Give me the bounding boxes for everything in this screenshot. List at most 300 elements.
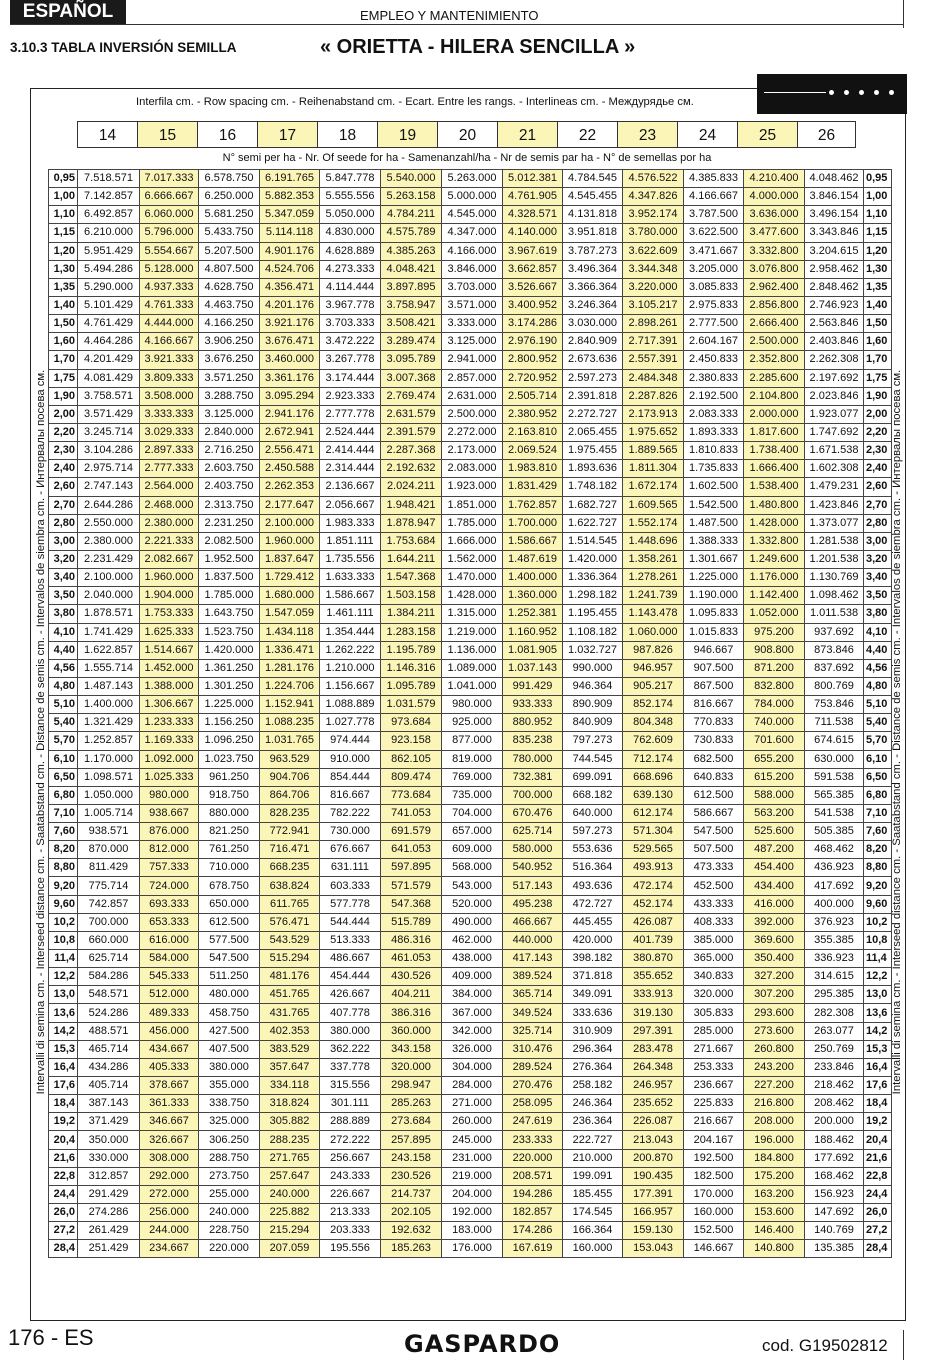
seeds-per-ha-cell: 753.846 — [805, 696, 864, 714]
seeds-per-ha-cell: 2.603.750 — [199, 460, 260, 478]
seeds-per-ha-cell: 185.263 — [381, 1240, 442, 1258]
seeds-per-ha-cell: 408.333 — [684, 913, 744, 931]
seed-interval-label-text: Intervalli di semina cm. - Interseed distance cm. - Saatabstand cm. - Distance de semis cm. - Intervalos de siembra cm. - Интервалы посева см. — [35, 369, 47, 1094]
seeds-per-ha-cell: 4.444.000 — [140, 315, 199, 333]
seeds-per-ha-cell: 2.717.391 — [623, 333, 684, 351]
seed-interval-cell: 27,2 — [49, 1222, 78, 1240]
seeds-per-ha-cell: 3.204.615 — [805, 242, 864, 260]
seeds-per-ha-cell: 349.524 — [503, 1004, 563, 1022]
seeds-per-ha-cell: 176.000 — [442, 1240, 503, 1258]
seeds-per-ha-cell: 4.048.421 — [381, 260, 442, 278]
seeds-per-ha-cell: 175.200 — [744, 1167, 805, 1185]
seed-interval-cell: 8,80 — [49, 859, 78, 877]
seeds-per-ha-cell: 701.600 — [744, 732, 805, 750]
seeds-per-ha-cell: 4.328.571 — [503, 206, 563, 224]
seeds-per-ha-cell: 2.380.000 — [140, 514, 199, 532]
seeds-per-ha-cell: 612.500 — [684, 786, 744, 804]
seeds-per-ha-cell: 2.192.500 — [684, 387, 744, 405]
seeds-per-ha-cell: 177.692 — [805, 1149, 864, 1167]
seeds-per-ha-cell: 1.785.000 — [199, 587, 260, 605]
seeds-per-ha-cell: 3.343.846 — [805, 224, 864, 242]
table-row — [49, 587, 892, 605]
seeds-per-ha-cell: 310.909 — [563, 1022, 623, 1040]
seed-interval-cell: 1,15 — [49, 224, 78, 242]
seeds-per-ha-cell: 1.081.905 — [503, 641, 563, 659]
seeds-per-ha-cell: 1.037.143 — [503, 659, 563, 677]
seeds-per-ha-cell: 2.962.400 — [744, 278, 805, 296]
seeds-per-ha-cell: 3.846.000 — [442, 260, 503, 278]
seeds-per-ha-cell: 873.846 — [805, 641, 864, 659]
seeds-per-ha-label: N° semi per ha - Nr. Of seede for ha - Samenanzahl/ha - Nr de semis par ha - N° de semellas por ha — [222, 152, 712, 164]
seed-interval-cell: 1,50 — [864, 315, 892, 333]
seeds-per-ha-cell: 1.031.765 — [260, 732, 320, 750]
seeds-per-ha-cell: 310.476 — [503, 1040, 563, 1058]
seeds-per-ha-cell: 1.032.727 — [563, 641, 623, 659]
seeds-per-ha-cell: 837.692 — [805, 659, 864, 677]
seeds-per-ha-cell: 1.851.000 — [442, 496, 503, 514]
seed-interval-cell: 1,90 — [49, 387, 78, 405]
seeds-per-ha-cell: 511.250 — [199, 968, 260, 986]
seeds-per-ha-cell: 4.464.286 — [78, 333, 140, 351]
seed-interval-cell: 13,0 — [49, 986, 78, 1004]
seeds-per-ha-cell: 835.238 — [503, 732, 563, 750]
seed-interval-cell: 3,20 — [864, 550, 892, 568]
seeds-per-ha-cell: 2.450.833 — [684, 351, 744, 369]
seeds-per-ha-cell: 2.557.391 — [623, 351, 684, 369]
seeds-per-ha-cell: 907.500 — [684, 659, 744, 677]
seeds-per-ha-cell: 563.200 — [744, 804, 805, 822]
seeds-per-ha-cell: 320.000 — [381, 1058, 442, 1076]
seed-interval-cell: 1,20 — [49, 242, 78, 260]
seeds-per-ha-cell: 3.526.667 — [503, 278, 563, 296]
chapter-title: EMPLEO Y MANTENIMIENTO — [360, 8, 539, 23]
seeds-per-ha-cell: 458.750 — [199, 1004, 260, 1022]
seeds-per-ha-cell: 226.087 — [623, 1113, 684, 1131]
seeds-per-ha-cell: 3.205.000 — [684, 260, 744, 278]
seeds-per-ha-cell: 369.600 — [744, 931, 805, 949]
seeds-per-ha-cell: 864.706 — [260, 786, 320, 804]
seed-interval-cell: 6,80 — [864, 786, 892, 804]
seeds-per-ha-cell: 2.556.471 — [260, 442, 320, 460]
seed-interval-cell: 22,8 — [864, 1167, 892, 1185]
seeds-per-ha-cell: 4.628.889 — [320, 242, 381, 260]
seeds-per-ha-cell: 3.571.250 — [199, 369, 260, 387]
seeds-per-ha-cell: 852.174 — [623, 696, 684, 714]
seeds-per-ha-cell: 816.667 — [684, 696, 744, 714]
seeds-per-ha-cell: 2.524.444 — [320, 423, 381, 441]
seeds-per-ha-cell: 338.750 — [199, 1095, 260, 1113]
seeds-per-ha-cell: 160.000 — [684, 1204, 744, 1222]
seed-interval-cell: 3,20 — [49, 550, 78, 568]
table-row — [49, 1058, 892, 1076]
seeds-per-ha-cell: 1.479.231 — [805, 478, 864, 496]
seeds-per-ha-cell: 371.818 — [563, 968, 623, 986]
seed-interval-cell: 6,10 — [864, 750, 892, 768]
seeds-per-ha-cell: 208.462 — [805, 1095, 864, 1113]
seeds-per-ha-cell: 571.579 — [381, 877, 442, 895]
seed-interval-cell: 9,60 — [864, 895, 892, 913]
seed-interval-cell: 1,30 — [49, 260, 78, 278]
seeds-per-ha-cell: 5.847.778 — [320, 170, 381, 188]
seeds-per-ha-cell: 730.000 — [320, 823, 381, 841]
seed-interval-cell: 11,4 — [49, 950, 78, 968]
seeds-per-ha-cell: 1.005.714 — [78, 804, 140, 822]
seeds-per-ha-cell: 925.000 — [442, 714, 503, 732]
seeds-per-ha-cell: 1.210.000 — [320, 659, 381, 677]
seeds-per-ha-cell: 782.222 — [320, 804, 381, 822]
seed-interval-cell: 2,20 — [864, 423, 892, 441]
seeds-per-ha-cell: 1.547.368 — [381, 569, 442, 587]
seeds-per-ha-cell: 547.368 — [381, 895, 442, 913]
seeds-per-ha-cell: 326.000 — [442, 1040, 503, 1058]
seeds-per-ha-cell: 840.909 — [563, 714, 623, 732]
seeds-per-ha-cell: 295.385 — [805, 986, 864, 1004]
table-row — [49, 423, 892, 441]
seeds-per-ha-cell: 712.174 — [623, 750, 684, 768]
seeds-per-ha-cell: 2.100.000 — [260, 514, 320, 532]
seeds-per-ha-cell: 769.000 — [442, 768, 503, 786]
seeds-per-ha-cell: 5.000.000 — [442, 188, 503, 206]
seeds-per-ha-cell: 236.364 — [563, 1113, 623, 1131]
seeds-per-ha-cell: 486.316 — [381, 931, 442, 949]
seed-interval-cell: 4,80 — [49, 677, 78, 695]
seeds-per-ha-cell: 668.235 — [260, 859, 320, 877]
seeds-per-ha-cell: 811.429 — [78, 859, 140, 877]
seeds-per-ha-cell: 433.333 — [684, 895, 744, 913]
seeds-per-ha-cell: 2.313.750 — [199, 496, 260, 514]
seeds-per-ha-cell: 226.667 — [320, 1185, 381, 1203]
seeds-per-ha-cell: 361.333 — [140, 1095, 199, 1113]
seeds-per-ha-cell: 4.166.667 — [140, 333, 199, 351]
seeds-per-ha-cell: 1.609.565 — [623, 496, 684, 514]
seeds-per-ha-cell: 240.000 — [260, 1185, 320, 1203]
seeds-per-ha-cell: 1.542.500 — [684, 496, 744, 514]
seeds-per-ha-cell: 451.765 — [260, 986, 320, 1004]
seeds-per-ha-cell: 3.472.222 — [320, 333, 381, 351]
seed-interval-cell: 10,8 — [49, 931, 78, 949]
seeds-per-ha-cell: 910.000 — [320, 750, 381, 768]
seeds-per-ha-cell: 2.564.000 — [140, 478, 199, 496]
seed-interval-cell: 10,2 — [49, 913, 78, 931]
seeds-per-ha-cell: 2.287.826 — [623, 387, 684, 405]
seeds-per-ha-cell: 182.857 — [503, 1204, 563, 1222]
seeds-per-ha-cell: 867.500 — [684, 677, 744, 695]
seeds-per-ha-cell: 1.156.250 — [199, 714, 260, 732]
table-row — [49, 1240, 892, 1258]
table-row — [49, 296, 892, 314]
seeds-per-ha-cell: 407.500 — [199, 1040, 260, 1058]
seeds-per-ha-cell: 234.667 — [140, 1240, 199, 1258]
seeds-per-ha-cell: 730.833 — [684, 732, 744, 750]
seeds-per-ha-cell: 194.286 — [503, 1185, 563, 1203]
seeds-per-ha-cell: 640.000 — [563, 804, 623, 822]
seeds-per-ha-cell: 809.474 — [381, 768, 442, 786]
seeds-per-ha-cell: 220.000 — [199, 1240, 260, 1258]
seed-interval-cell: 26,0 — [864, 1204, 892, 1222]
seeds-per-ha-cell: 543.000 — [442, 877, 503, 895]
seeds-per-ha-cell: 2.673.636 — [563, 351, 623, 369]
seeds-per-ha-cell: 4.114.444 — [320, 278, 381, 296]
seeds-per-ha-cell: 1.225.000 — [684, 569, 744, 587]
seeds-per-ha-cell: 2.100.000 — [78, 569, 140, 587]
seed-interval-cell: 3,40 — [864, 569, 892, 587]
seeds-per-ha-cell: 318.824 — [260, 1095, 320, 1113]
seeds-per-ha-cell: 3.508.000 — [140, 387, 199, 405]
seeds-per-ha-cell: 757.333 — [140, 859, 199, 877]
seeds-per-ha-cell: 4.524.706 — [260, 260, 320, 278]
seeds-per-ha-cell: 371.429 — [78, 1113, 140, 1131]
seed-interval-label-text: Intervalli di semina cm. - Interseed distance cm. - Saatabstand cm. - Distance de semis cm. - Intervalos de siembra cm. - Интервалы посева см. — [891, 369, 903, 1094]
seeds-per-ha-cell: 1.671.538 — [805, 442, 864, 460]
seeds-per-ha-cell: 285.000 — [684, 1022, 744, 1040]
seeds-per-ha-cell: 1.306.667 — [140, 696, 199, 714]
seeds-per-ha-cell: 1.027.778 — [320, 714, 381, 732]
seeds-per-ha-cell: 545.333 — [140, 968, 199, 986]
seeds-per-ha-cell: 315.556 — [320, 1077, 381, 1095]
seeds-per-ha-cell: 3.332.800 — [744, 242, 805, 260]
seeds-per-ha-cell: 3.496.364 — [563, 260, 623, 278]
seeds-per-ha-cell: 3.220.000 — [623, 278, 684, 296]
seeds-per-ha-cell: 1.160.952 — [503, 623, 563, 641]
seeds-per-ha-cell: 1.762.857 — [503, 496, 563, 514]
seeds-per-ha-cell: 288.235 — [260, 1131, 320, 1149]
table-row — [49, 677, 892, 695]
seed-interval-cell: 5,10 — [49, 696, 78, 714]
seeds-per-ha-cell: 1.470.000 — [442, 569, 503, 587]
seeds-per-ha-cell: 2.777.778 — [320, 405, 381, 423]
seeds-per-ha-cell: 2.380.952 — [503, 405, 563, 423]
seed-dot-icon — [829, 90, 834, 95]
seeds-per-ha-cell: 980.000 — [140, 786, 199, 804]
seeds-per-ha-cell: 668.696 — [623, 768, 684, 786]
seeds-per-ha-cell: 5.796.000 — [140, 224, 199, 242]
row-spacing-cell: 14 — [77, 121, 138, 148]
seeds-per-ha-cell: 525.600 — [744, 823, 805, 841]
seeds-per-ha-cell: 417.692 — [805, 877, 864, 895]
seeds-per-ha-cell: 367.000 — [442, 1004, 503, 1022]
page-number: 176 - ES — [8, 1325, 94, 1350]
seeds-per-ha-cell: 387.143 — [78, 1095, 140, 1113]
seeds-per-ha-cell: 678.750 — [199, 877, 260, 895]
seeds-per-ha-cell: 772.941 — [260, 823, 320, 841]
table-row — [49, 750, 892, 768]
table-row — [49, 931, 892, 949]
seeds-per-ha-cell: 293.600 — [744, 1004, 805, 1022]
seed-interval-cell: 3,80 — [49, 605, 78, 623]
seeds-per-ha-cell: 1.015.833 — [684, 623, 744, 641]
seeds-per-ha-cell: 541.538 — [805, 804, 864, 822]
seed-interval-cell: 13,0 — [864, 986, 892, 1004]
seeds-per-ha-cell: 5.101.429 — [78, 296, 140, 314]
seeds-per-ha-cell: 6.191.765 — [260, 170, 320, 188]
seeds-per-ha-cell: 938.571 — [78, 823, 140, 841]
seeds-per-ha-cell: 288.750 — [199, 1149, 260, 1167]
seeds-per-ha-cell: 405.714 — [78, 1077, 140, 1095]
seeds-per-ha-cell: 385.000 — [684, 931, 744, 949]
seeds-per-ha-cell: 5.050.000 — [320, 206, 381, 224]
seeds-per-ha-cell: 2.975.714 — [78, 460, 140, 478]
seed-interval-cell: 2,70 — [864, 496, 892, 514]
seeds-per-ha-cell: 7.518.571 — [78, 170, 140, 188]
seeds-per-ha-cell: 3.508.421 — [381, 315, 442, 333]
seeds-per-ha-cell: 1.810.833 — [684, 442, 744, 460]
seed-interval-cell: 2,30 — [864, 442, 892, 460]
seed-interval-cell: 10,2 — [864, 913, 892, 931]
seeds-per-ha-cell: 1.622.857 — [78, 641, 140, 659]
row-spacing-cell: 19 — [377, 121, 438, 148]
seeds-per-ha-cell: 1.975.455 — [563, 442, 623, 460]
seeds-per-ha-cell: 2.747.143 — [78, 478, 140, 496]
seeds-per-ha-cell: 946.667 — [684, 641, 744, 659]
seeds-per-ha-cell: 2.136.667 — [320, 478, 381, 496]
seeds-per-ha-cell: 3.366.364 — [563, 278, 623, 296]
seeds-per-ha-cell: 586.667 — [684, 804, 744, 822]
seeds-per-ha-cell: 1.249.600 — [744, 550, 805, 568]
seeds-per-ha-cell: 342.000 — [442, 1022, 503, 1040]
seeds-per-ha-cell: 195.556 — [320, 1240, 381, 1258]
seeds-per-ha-cell: 426.087 — [623, 913, 684, 931]
seed-interval-cell: 7,10 — [864, 804, 892, 822]
seeds-per-ha-cell: 1.837.500 — [199, 569, 260, 587]
seeds-per-ha-cell: 1.332.800 — [744, 532, 805, 550]
seeds-per-ha-cell: 6.666.667 — [140, 188, 199, 206]
seeds-per-ha-cell: 273.684 — [381, 1113, 442, 1131]
seeds-per-ha-cell: 1.878.571 — [78, 605, 140, 623]
seeds-per-ha-cell: 1.523.750 — [199, 623, 260, 641]
table-row — [49, 714, 892, 732]
seeds-per-ha-cell: 146.667 — [684, 1240, 744, 1258]
seeds-per-ha-cell: 3.245.714 — [78, 423, 140, 441]
seeds-per-ha-cell: 1.136.000 — [442, 641, 503, 659]
seeds-per-ha-cell: 282.308 — [805, 1004, 864, 1022]
seeds-per-ha-cell: 1.889.565 — [623, 442, 684, 460]
seeds-per-ha-cell: 2.923.333 — [320, 387, 381, 405]
seeds-per-ha-cell: 231.000 — [442, 1149, 503, 1167]
seeds-per-ha-cell: 630.000 — [805, 750, 864, 768]
seeds-per-ha-cell: 2.065.455 — [563, 423, 623, 441]
seeds-per-ha-cell: 4.048.462 — [805, 170, 864, 188]
seeds-per-ha-cell: 700.000 — [78, 913, 140, 931]
seeds-per-ha-cell: 5.128.000 — [140, 260, 199, 278]
seed-interval-cell: 2,40 — [864, 460, 892, 478]
seeds-per-ha-cell: 1.195.455 — [563, 605, 623, 623]
seeds-per-ha-cell: 1.301.250 — [199, 677, 260, 695]
seeds-per-ha-cell: 641.053 — [381, 841, 442, 859]
seeds-per-ha-cell: 615.200 — [744, 768, 805, 786]
seeds-per-ha-cell: 365.000 — [684, 950, 744, 968]
seeds-per-ha-cell: 880.000 — [199, 804, 260, 822]
seeds-per-ha-cell: 2.550.000 — [78, 514, 140, 532]
seed-interval-label-left — [34, 150, 48, 1313]
seeds-per-ha-cell: 276.364 — [563, 1058, 623, 1076]
page-title: « ORIETTA - HILERA SENCILLA » — [320, 36, 636, 58]
seeds-per-ha-cell: 4.901.176 — [260, 242, 320, 260]
seeds-per-ha-cell: 301.111 — [320, 1095, 381, 1113]
table-row — [49, 841, 892, 859]
seeds-per-ha-cell: 454.400 — [744, 859, 805, 877]
seeds-per-ha-cell: 436.923 — [805, 859, 864, 877]
seeds-per-ha-cell: 1.555.714 — [78, 659, 140, 677]
seeds-per-ha-cell: 3.267.778 — [320, 351, 381, 369]
seeds-per-ha-cell: 3.846.154 — [805, 188, 864, 206]
seeds-per-ha-cell: 430.526 — [381, 968, 442, 986]
table-row — [49, 260, 892, 278]
seeds-per-ha-cell: 285.263 — [381, 1095, 442, 1113]
seeds-per-ha-cell: 816.667 — [320, 786, 381, 804]
table-row — [49, 170, 892, 188]
seeds-per-ha-cell: 1.461.111 — [320, 605, 381, 623]
seeds-per-ha-cell: 1.190.000 — [684, 587, 744, 605]
seed-interval-cell: 5,40 — [864, 714, 892, 732]
seeds-per-ha-cell: 1.923.000 — [442, 478, 503, 496]
seeds-per-ha-cell: 1.625.333 — [140, 623, 199, 641]
table-row — [49, 460, 892, 478]
seed-interval-cell: 2,80 — [864, 514, 892, 532]
seeds-per-ha-cell: 438.000 — [442, 950, 503, 968]
seed-interval-cell: 4,40 — [49, 641, 78, 659]
seeds-per-ha-cell: 3.174.286 — [503, 315, 563, 333]
seeds-per-ha-cell: 203.333 — [320, 1222, 381, 1240]
seed-interval-label-right — [890, 150, 904, 1313]
seeds-per-ha-cell: 202.105 — [381, 1204, 442, 1222]
seeds-per-ha-cell: 192.632 — [381, 1222, 442, 1240]
seeds-per-ha-cell: 1.602.308 — [805, 460, 864, 478]
seeds-per-ha-cell: 3.105.217 — [623, 296, 684, 314]
table-row — [49, 1222, 892, 1240]
seeds-per-ha-cell: 2.352.800 — [744, 351, 805, 369]
seed-interval-cell: 6,10 — [49, 750, 78, 768]
seeds-per-ha-cell: 343.158 — [381, 1040, 442, 1058]
seeds-per-ha-cell: 507.500 — [684, 841, 744, 859]
seed-interval-cell: 2,80 — [49, 514, 78, 532]
seeds-per-ha-cell: 6.578.750 — [199, 170, 260, 188]
seeds-per-ha-cell: 1.252.381 — [503, 605, 563, 623]
seeds-per-ha-cell: 1.487.143 — [78, 677, 140, 695]
seeds-per-ha-cell: 1.735.833 — [684, 460, 744, 478]
seeds-per-ha-cell: 1.682.727 — [563, 496, 623, 514]
seeds-per-ha-cell: 2.262.353 — [260, 478, 320, 496]
seeds-per-ha-cell: 4.628.750 — [199, 278, 260, 296]
row-spacing-cell: 17 — [257, 121, 318, 148]
seeds-per-ha-cell: 3.246.364 — [563, 296, 623, 314]
seeds-per-ha-cell: 493.913 — [623, 859, 684, 877]
seeds-per-ha-cell: 732.381 — [503, 768, 563, 786]
table-row — [49, 478, 892, 496]
seeds-per-ha-cell: 325.000 — [199, 1113, 260, 1131]
seeds-per-ha-cell: 5.951.429 — [78, 242, 140, 260]
seeds-per-ha-cell: 1.400.000 — [503, 569, 563, 587]
seed-interval-cell: 9,60 — [49, 895, 78, 913]
seeds-per-ha-cell: 1.201.538 — [805, 550, 864, 568]
seeds-per-ha-cell: 1.420.000 — [199, 641, 260, 659]
seeds-per-ha-cell: 2.391.579 — [381, 423, 442, 441]
table-row — [49, 514, 892, 532]
seeds-per-ha-cell: 2.083.000 — [442, 460, 503, 478]
seeds-per-ha-cell: 1.060.000 — [623, 623, 684, 641]
table-row — [49, 1204, 892, 1222]
table-row — [49, 1185, 892, 1203]
seeds-per-ha-cell: 156.923 — [805, 1185, 864, 1203]
seeds-per-ha-cell: 298.947 — [381, 1077, 442, 1095]
seeds-per-ha-cell: 5.263.158 — [381, 188, 442, 206]
seeds-per-ha-cell: 405.333 — [140, 1058, 199, 1076]
seeds-per-ha-cell: 2.897.333 — [140, 442, 199, 460]
seeds-per-ha-cell: 245.000 — [442, 1131, 503, 1149]
seeds-per-ha-cell: 462.000 — [442, 931, 503, 949]
seeds-per-ha-cell: 2.941.176 — [260, 405, 320, 423]
seeds-per-ha-cell: 4.201.429 — [78, 351, 140, 369]
seeds-per-ha-cell: 210.000 — [563, 1149, 623, 1167]
